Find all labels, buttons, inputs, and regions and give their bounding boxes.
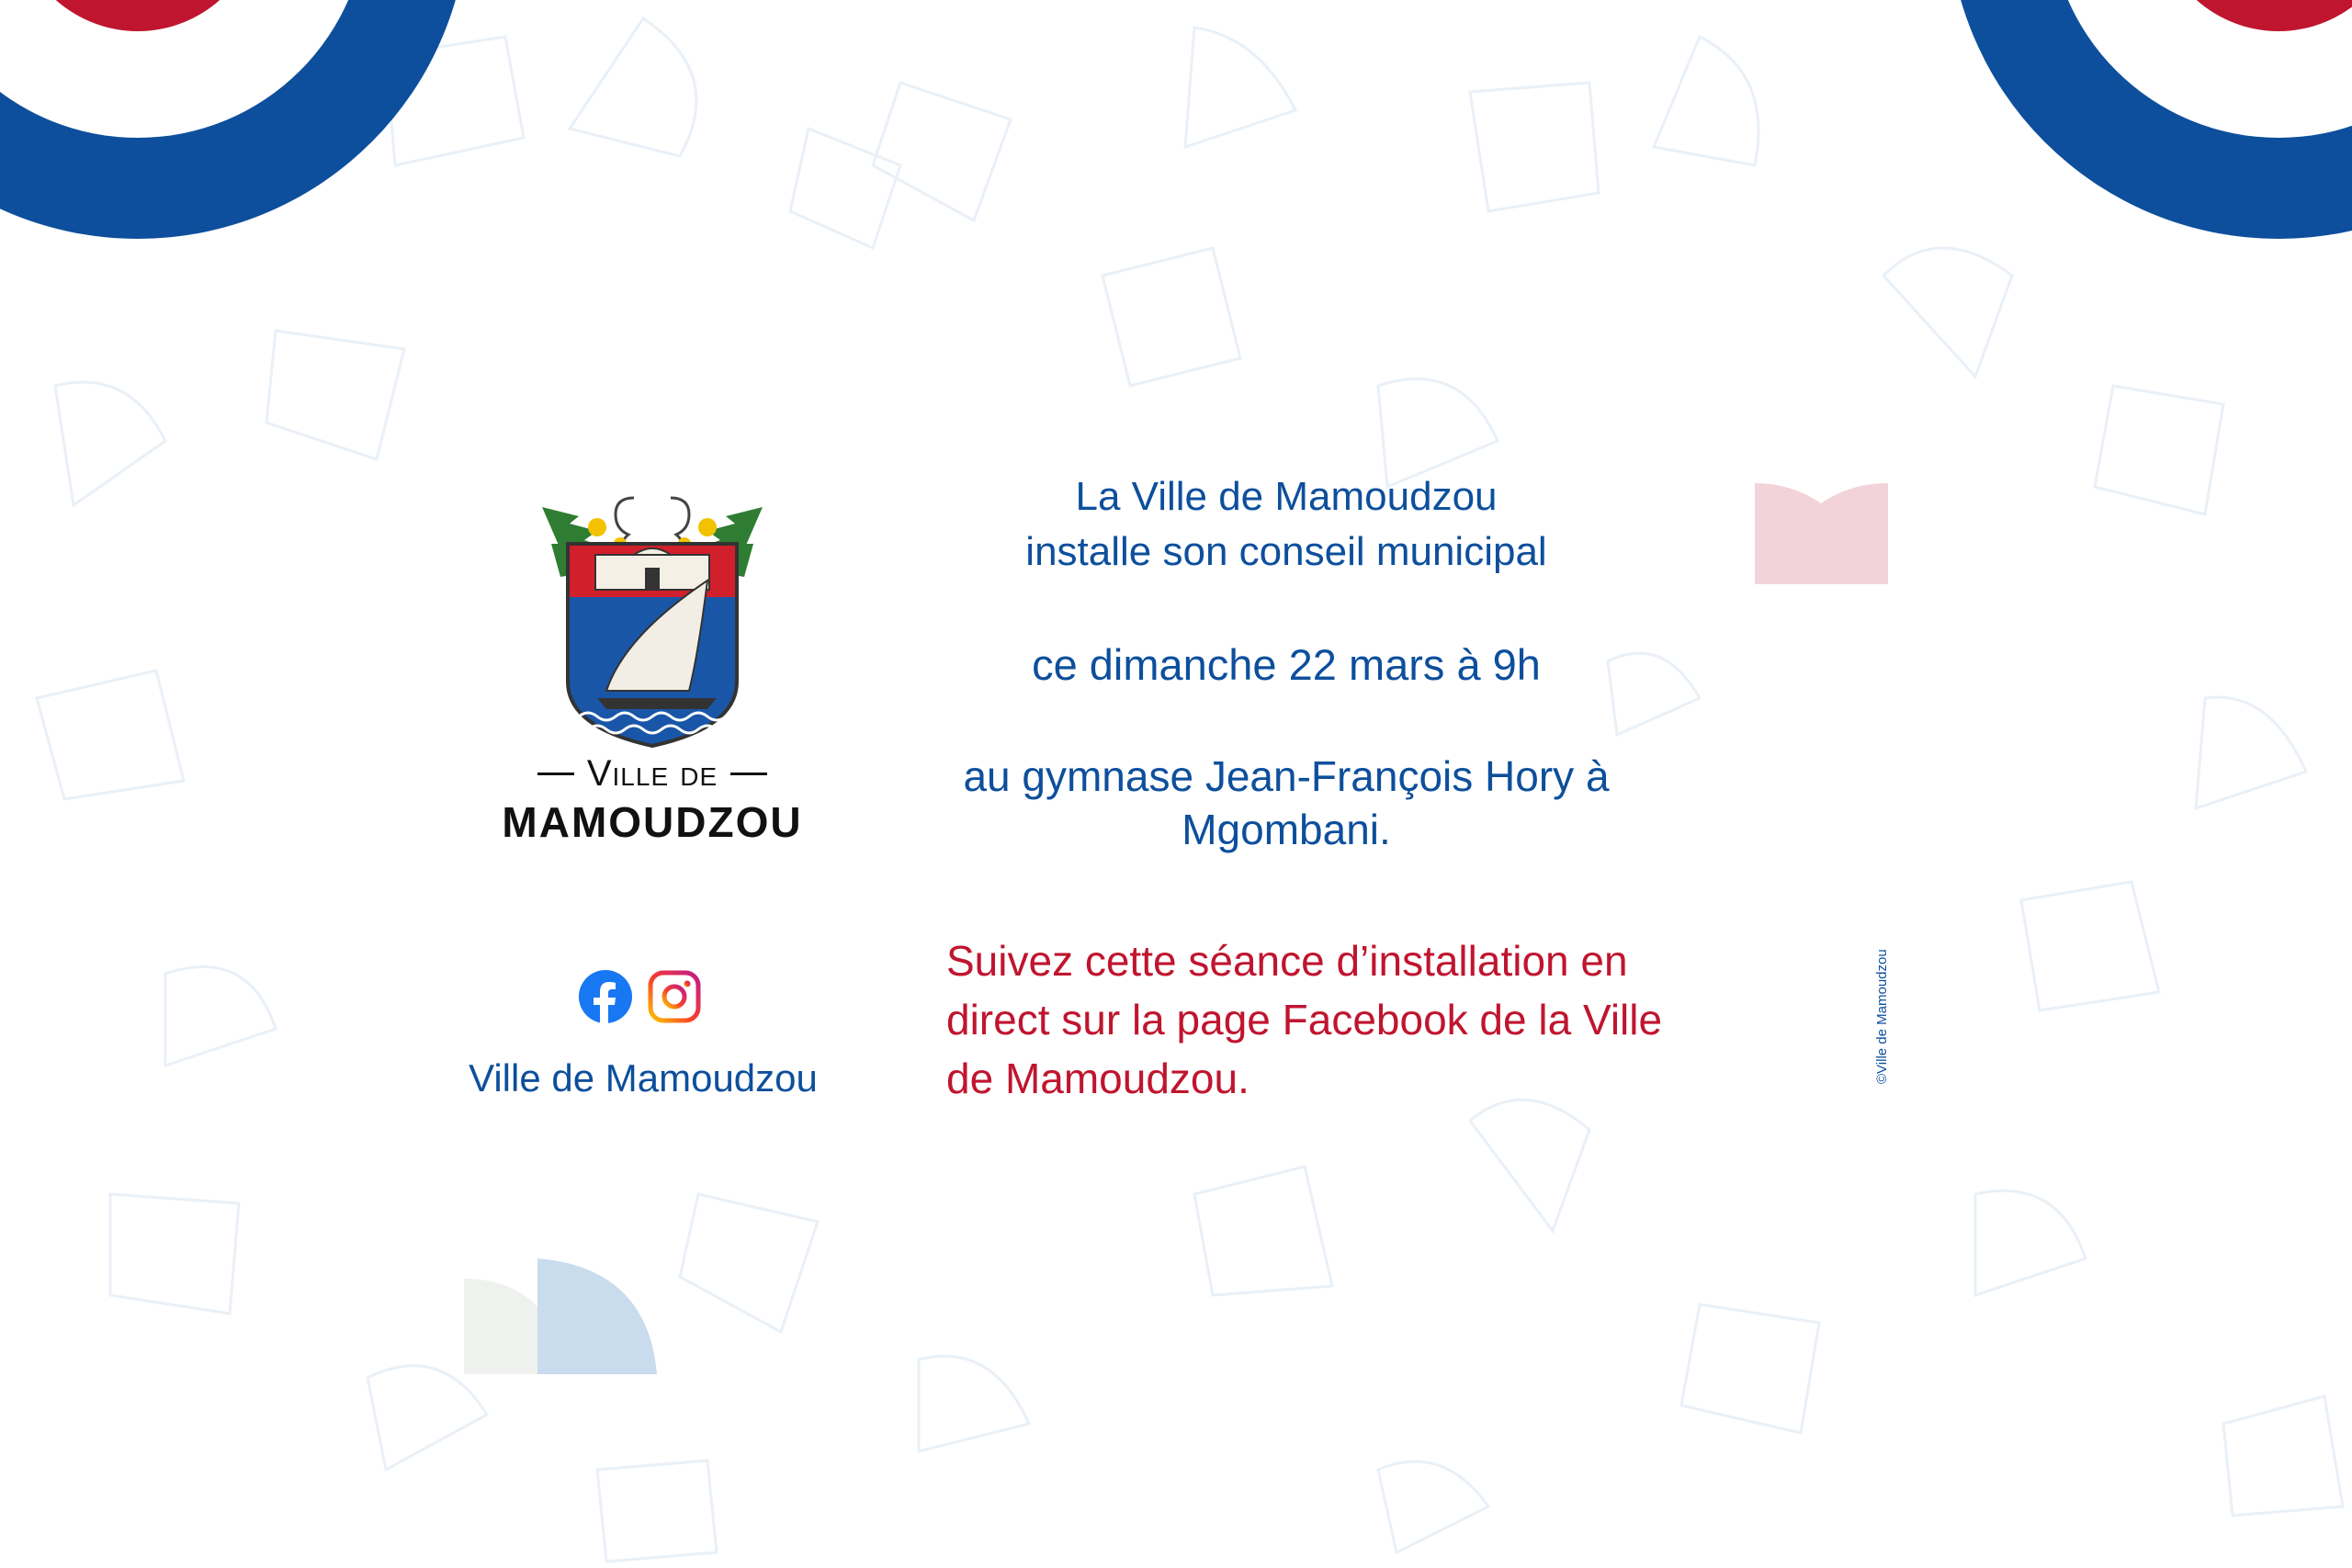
logo-dash-right (730, 773, 767, 775)
photo-credit: ©Ville de Mamoudzou (1874, 949, 1890, 1084)
facebook-icon[interactable] (579, 970, 632, 1023)
logo-name-large: MAMOUDZOU (502, 798, 803, 846)
decorative-blue-shape (464, 1257, 657, 1374)
roundel-top-right (1948, 0, 2352, 239)
logo-dash-left (537, 773, 574, 775)
announcement-title: La Ville de Mamoudzou (1075, 474, 1498, 519)
decorative-pink-shape (1755, 483, 1888, 584)
logo-name-line1 (514, 753, 790, 795)
roundel-top-left (0, 0, 469, 239)
logo-name-small: Ville de (586, 753, 718, 794)
instagram-icon[interactable] (648, 970, 701, 1023)
coat-of-arms-logo (533, 489, 772, 764)
social-handle[interactable]: Ville de Mamoudzou (469, 1056, 818, 1100)
announcement-live-stream: Suivez cette séance d’installation en direct sur la page Facebook de la Ville de Mamoudzou. (946, 937, 1663, 1102)
announcement-subtitle: installe son conseil municipal (1025, 529, 1547, 574)
announcement-date: ce dimanche 22 mars à 9h (1032, 640, 1541, 689)
announcement-location: au gymnase Jean-François Hory à Mgombani. (963, 752, 1610, 853)
